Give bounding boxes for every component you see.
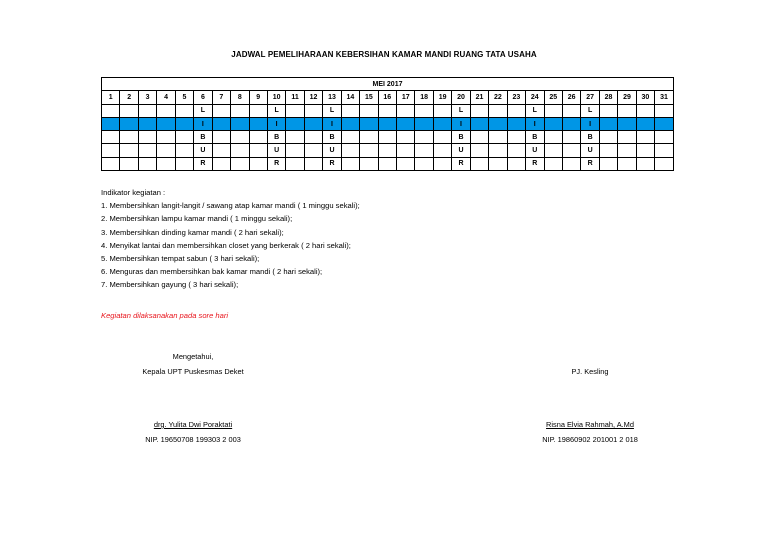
schedule-cell: B bbox=[194, 131, 212, 144]
schedule-cell bbox=[212, 157, 230, 170]
schedule-cell: B bbox=[526, 131, 544, 144]
day-number-cell: 6 bbox=[194, 91, 212, 104]
schedule-cell: R bbox=[581, 157, 599, 170]
schedule-cell bbox=[120, 157, 138, 170]
schedule-cell bbox=[636, 131, 654, 144]
schedule-cell bbox=[470, 144, 488, 157]
schedule-cell bbox=[231, 157, 249, 170]
day-number-cell: 2 bbox=[120, 91, 138, 104]
schedule-cell bbox=[507, 117, 525, 130]
schedule-cell bbox=[286, 157, 304, 170]
month-header: MEI 2017 bbox=[102, 78, 674, 91]
schedule-cell bbox=[102, 131, 120, 144]
schedule-cell bbox=[138, 117, 156, 130]
day-number-cell: 11 bbox=[286, 91, 304, 104]
schedule-cell: L bbox=[267, 104, 285, 117]
schedule-cell bbox=[212, 104, 230, 117]
schedule-cell bbox=[544, 131, 562, 144]
schedule-cell: U bbox=[452, 144, 470, 157]
indikator-item: 1. Membersihkan langit-langit / sawang atap kamar mandi ( 1 minggu sekali); bbox=[101, 201, 360, 211]
schedule-cell: L bbox=[323, 104, 341, 117]
schedule-cell bbox=[138, 104, 156, 117]
schedule-cell bbox=[286, 144, 304, 157]
schedule-cell bbox=[636, 144, 654, 157]
schedule-cell bbox=[212, 117, 230, 130]
schedule-cell bbox=[157, 131, 175, 144]
schedule-cell bbox=[286, 117, 304, 130]
schedule-cell: L bbox=[452, 104, 470, 117]
schedule-cell bbox=[618, 131, 636, 144]
schedule-cell bbox=[341, 144, 359, 157]
left-signer bbox=[133, 420, 253, 444]
schedule-table bbox=[101, 77, 674, 171]
schedule-cell: U bbox=[323, 144, 341, 157]
schedule-cell: L bbox=[194, 104, 212, 117]
schedule-cell: B bbox=[452, 131, 470, 144]
left-signer-nip: NIP. 19650708 199303 2 003 bbox=[145, 435, 241, 444]
schedule-cell bbox=[304, 144, 322, 157]
schedule-cell bbox=[433, 144, 451, 157]
schedule-cell bbox=[378, 157, 396, 170]
schedule-cell bbox=[304, 117, 322, 130]
schedule-cell bbox=[415, 144, 433, 157]
schedule-cell bbox=[175, 104, 193, 117]
day-number-cell: 7 bbox=[212, 91, 230, 104]
schedule-cell bbox=[249, 104, 267, 117]
day-number-cell: 21 bbox=[470, 91, 488, 104]
schedule-cell bbox=[212, 131, 230, 144]
schedule-cell bbox=[231, 144, 249, 157]
schedule-cell bbox=[120, 104, 138, 117]
schedule-cell bbox=[360, 104, 378, 117]
schedule-cell bbox=[378, 104, 396, 117]
schedule-cell bbox=[599, 131, 617, 144]
schedule-cell bbox=[507, 131, 525, 144]
schedule-cell bbox=[415, 131, 433, 144]
schedule-cell bbox=[341, 104, 359, 117]
schedule-note: Kegiatan dilaksanakan pada sore hari bbox=[101, 311, 229, 320]
schedule-cell bbox=[489, 144, 507, 157]
schedule-cell: L bbox=[581, 104, 599, 117]
schedule-cell bbox=[249, 117, 267, 130]
schedule-cell bbox=[360, 157, 378, 170]
schedule-cell bbox=[655, 117, 674, 130]
day-number-cell: 28 bbox=[599, 91, 617, 104]
day-number-cell: 18 bbox=[415, 91, 433, 104]
schedule-cell bbox=[304, 104, 322, 117]
day-number-cell: 8 bbox=[231, 91, 249, 104]
day-number-cell: 14 bbox=[341, 91, 359, 104]
schedule-cell bbox=[175, 117, 193, 130]
schedule-cell bbox=[249, 144, 267, 157]
indikator-item: 3. Membersihkan dinding kamar mandi ( 2 hari sekali); bbox=[101, 227, 284, 237]
schedule-cell bbox=[562, 131, 580, 144]
day-number-cell: 9 bbox=[249, 91, 267, 104]
schedule-cell bbox=[655, 131, 674, 144]
right-signer-name: Risna Elvia Rahmah, A.Md bbox=[546, 420, 634, 429]
schedule-cell bbox=[489, 104, 507, 117]
indikator-item: 6. Menguras dan membersihkan bak kamar mandi ( 2 hari sekali); bbox=[101, 267, 323, 277]
schedule-cell: I bbox=[323, 117, 341, 130]
schedule-cell bbox=[618, 104, 636, 117]
schedule-cell bbox=[212, 144, 230, 157]
schedule-cell bbox=[618, 157, 636, 170]
schedule-cell bbox=[433, 117, 451, 130]
schedule-cell: B bbox=[581, 131, 599, 144]
schedule-cell bbox=[138, 144, 156, 157]
schedule-cell bbox=[231, 117, 249, 130]
day-number-cell: 27 bbox=[581, 91, 599, 104]
schedule-cell bbox=[231, 131, 249, 144]
schedule-cell: U bbox=[526, 144, 544, 157]
schedule-cell bbox=[120, 131, 138, 144]
schedule-cell bbox=[562, 117, 580, 130]
schedule-cell: I bbox=[194, 117, 212, 130]
day-number-cell: 25 bbox=[544, 91, 562, 104]
mengetahui-label: Mengetahui, bbox=[172, 352, 214, 361]
schedule-cell: R bbox=[323, 157, 341, 170]
schedule-cell bbox=[618, 117, 636, 130]
schedule-cell bbox=[341, 157, 359, 170]
schedule-cell bbox=[544, 157, 562, 170]
schedule-cell bbox=[304, 157, 322, 170]
indikator-item: 7. Membersihkan gayung ( 3 hari sekali); bbox=[101, 280, 239, 290]
day-number-cell: 1 bbox=[102, 91, 120, 104]
right-signer bbox=[530, 420, 650, 444]
day-number-cell: 22 bbox=[489, 91, 507, 104]
schedule-cell bbox=[562, 157, 580, 170]
day-number-cell: 20 bbox=[452, 91, 470, 104]
schedule-cell bbox=[378, 117, 396, 130]
schedule-cell bbox=[102, 157, 120, 170]
schedule-cell bbox=[397, 104, 415, 117]
day-number-cell: 23 bbox=[507, 91, 525, 104]
schedule-cell bbox=[562, 144, 580, 157]
schedule-cell bbox=[341, 117, 359, 130]
schedule-cell bbox=[397, 144, 415, 157]
schedule-cell bbox=[636, 104, 654, 117]
kesling-title: PJ. Kesling bbox=[571, 367, 609, 376]
schedule-cell bbox=[102, 144, 120, 157]
schedule-cell bbox=[489, 131, 507, 144]
day-number-cell: 29 bbox=[618, 91, 636, 104]
schedule-cell bbox=[636, 157, 654, 170]
schedule-cell bbox=[599, 157, 617, 170]
schedule-cell: B bbox=[323, 131, 341, 144]
schedule-cell: I bbox=[452, 117, 470, 130]
day-number-cell: 16 bbox=[378, 91, 396, 104]
schedule-cell bbox=[102, 117, 120, 130]
indikator-section bbox=[101, 186, 360, 292]
schedule-cell bbox=[433, 131, 451, 144]
day-number-cell: 13 bbox=[323, 91, 341, 104]
schedule-cell: U bbox=[194, 144, 212, 157]
schedule-cell bbox=[599, 104, 617, 117]
schedule-cell bbox=[470, 157, 488, 170]
right-signer-nip: NIP. 19860902 201001 2 018 bbox=[542, 435, 638, 444]
schedule-cell bbox=[102, 104, 120, 117]
schedule-cell bbox=[341, 131, 359, 144]
schedule-cell: I bbox=[526, 117, 544, 130]
schedule-cell bbox=[397, 157, 415, 170]
schedule-cell bbox=[507, 104, 525, 117]
schedule-cell bbox=[120, 117, 138, 130]
schedule-cell bbox=[433, 157, 451, 170]
schedule-cell: U bbox=[267, 144, 285, 157]
schedule-cell bbox=[470, 104, 488, 117]
day-number-cell: 26 bbox=[562, 91, 580, 104]
day-number-cell: 5 bbox=[175, 91, 193, 104]
schedule-cell bbox=[249, 131, 267, 144]
schedule-cell bbox=[157, 144, 175, 157]
day-number-cell: 10 bbox=[267, 91, 285, 104]
schedule-cell bbox=[378, 144, 396, 157]
schedule-cell bbox=[157, 117, 175, 130]
indikator-item: 5. Membersihkan tempat sabun ( 3 hari sekali); bbox=[101, 254, 260, 264]
day-number-cell: 31 bbox=[655, 91, 674, 104]
schedule-cell bbox=[507, 144, 525, 157]
day-number-cell: 15 bbox=[360, 91, 378, 104]
schedule-cell bbox=[544, 117, 562, 130]
schedule-cell bbox=[175, 131, 193, 144]
schedule-cell bbox=[157, 157, 175, 170]
schedule-cell: L bbox=[526, 104, 544, 117]
schedule-cell bbox=[562, 104, 580, 117]
schedule-cell bbox=[415, 117, 433, 130]
day-number-cell: 24 bbox=[526, 91, 544, 104]
schedule-cell bbox=[636, 117, 654, 130]
schedule-cell: R bbox=[526, 157, 544, 170]
schedule-cell bbox=[249, 157, 267, 170]
document-title: JADWAL PEMELIHARAAN KEBERSIHAN KAMAR MANDI RUANG TATA USAHA bbox=[231, 50, 537, 59]
schedule-cell bbox=[489, 157, 507, 170]
right-position bbox=[530, 367, 650, 376]
schedule-cell bbox=[544, 104, 562, 117]
schedule-cell: R bbox=[194, 157, 212, 170]
day-number-cell: 12 bbox=[304, 91, 322, 104]
left-signer-name: drg. Yulita Dwi Poraktati bbox=[153, 420, 233, 429]
schedule-cell bbox=[360, 131, 378, 144]
schedule-cell bbox=[655, 104, 674, 117]
schedule-cell bbox=[618, 144, 636, 157]
schedule-cell: I bbox=[267, 117, 285, 130]
schedule-cell bbox=[397, 117, 415, 130]
schedule-cell bbox=[360, 117, 378, 130]
indikator-heading: Indikator kegiatan : bbox=[101, 188, 166, 197]
indikator-item: 4. Menyikat lantai dan membersihkan closet yang berkerak ( 2 hari sekali); bbox=[101, 240, 351, 250]
schedule-cell bbox=[599, 117, 617, 130]
schedule-cell bbox=[286, 104, 304, 117]
schedule-cell: R bbox=[452, 157, 470, 170]
schedule-cell bbox=[544, 144, 562, 157]
day-number-cell: 17 bbox=[397, 91, 415, 104]
schedule-cell bbox=[175, 157, 193, 170]
schedule-cell bbox=[397, 131, 415, 144]
schedule-cell: B bbox=[267, 131, 285, 144]
schedule-cell bbox=[286, 131, 304, 144]
schedule-cell bbox=[138, 131, 156, 144]
schedule-cell bbox=[489, 117, 507, 130]
schedule-cell bbox=[138, 157, 156, 170]
day-number-cell: 19 bbox=[433, 91, 451, 104]
schedule-cell bbox=[470, 117, 488, 130]
schedule-cell bbox=[415, 157, 433, 170]
schedule-cell bbox=[415, 104, 433, 117]
schedule-cell bbox=[470, 131, 488, 144]
schedule-cell bbox=[360, 144, 378, 157]
day-number-cell: 30 bbox=[636, 91, 654, 104]
schedule-cell bbox=[157, 104, 175, 117]
schedule-cell: R bbox=[267, 157, 285, 170]
left-signature-block bbox=[133, 352, 253, 361]
schedule-cell bbox=[507, 157, 525, 170]
schedule-cell bbox=[599, 144, 617, 157]
schedule-cell bbox=[175, 144, 193, 157]
schedule-cell bbox=[120, 144, 138, 157]
schedule-cell bbox=[433, 104, 451, 117]
schedule-cell bbox=[378, 131, 396, 144]
day-number-cell: 3 bbox=[138, 91, 156, 104]
indikator-item: 2. Membersihkan lampu kamar mandi ( 1 minggu sekali); bbox=[101, 214, 293, 224]
left-position bbox=[133, 367, 253, 376]
schedule-cell: U bbox=[581, 144, 599, 157]
schedule-cell bbox=[231, 104, 249, 117]
kepala-title: Kepala UPT Puskesmas Deket bbox=[142, 367, 244, 376]
day-number-cell: 4 bbox=[157, 91, 175, 104]
schedule-cell bbox=[655, 144, 674, 157]
schedule-cell bbox=[304, 131, 322, 144]
schedule-cell bbox=[655, 157, 674, 170]
schedule-cell: I bbox=[581, 117, 599, 130]
